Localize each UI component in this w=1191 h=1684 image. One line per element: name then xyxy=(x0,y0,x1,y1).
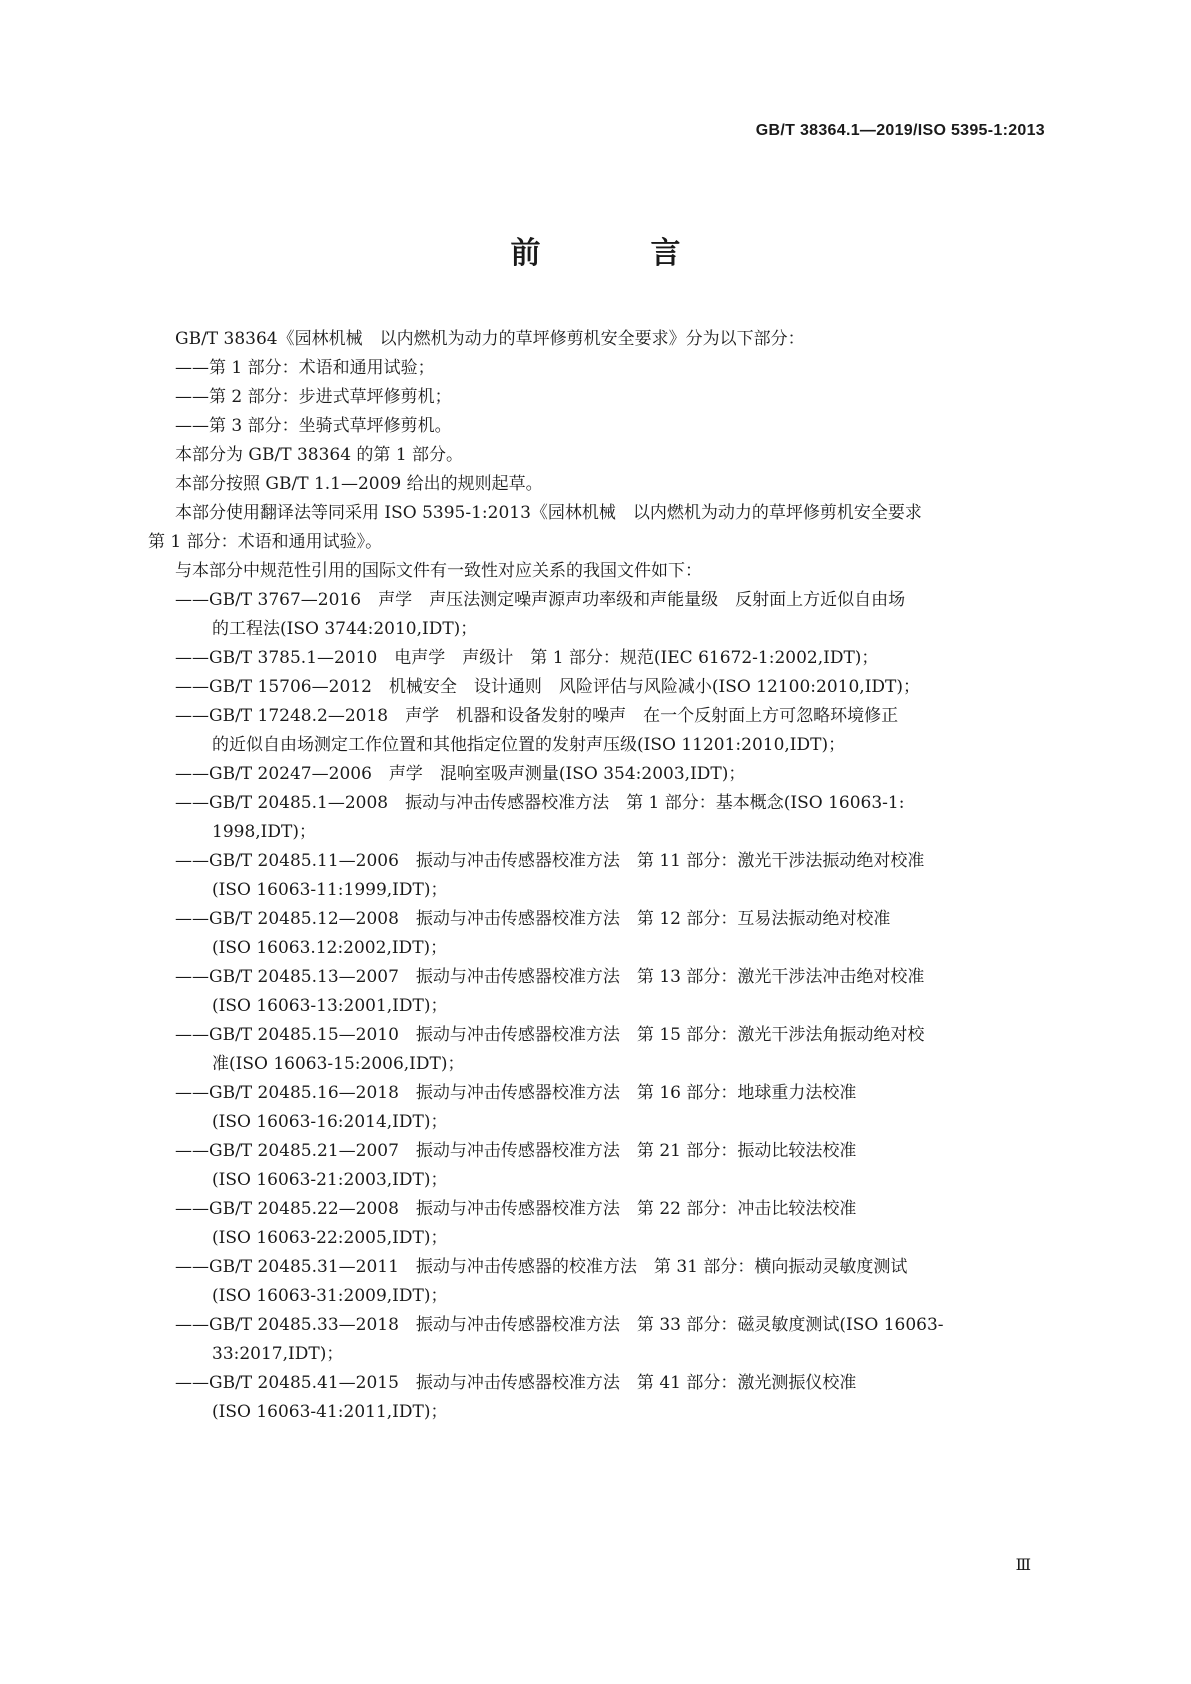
part-list-item: ——第 1 部分：术语和通用试验； xyxy=(175,358,435,378)
part-list-item: ——第 3 部分：坐骑式草坪修剪机。 xyxy=(175,416,452,436)
reference-item: ——GB/T 17248.2—2018 声学 机器和设备发射的噪声 在一个反射面上方可忽略环境修正 xyxy=(175,706,899,726)
reference-item: ——GB/T 20485.15—2010 振动与冲击传感器校准方法 第 15 部分：激光干涉法角振动绝对校 xyxy=(175,1025,925,1045)
reference-item-cont: 准(ISO 16063-15:2006,IDT)； xyxy=(212,1054,465,1074)
part-list-item: ——第 2 部分：步进式草坪修剪机； xyxy=(175,387,452,407)
page-number: Ⅲ xyxy=(1015,1555,1031,1574)
reference-item-cont: 的近似自由场测定工作位置和其他指定位置的发射声压级(ISO 11201:2010,IDT)； xyxy=(212,735,846,755)
reference-item: ——GB/T 20485.1—2008 振动与冲击传感器校准方法 第 1 部分：基本概念(ISO 16063-1: xyxy=(175,793,905,813)
paragraph-intro: GB/T 38364《园林机械 以内燃机为动力的草坪修剪机安全要求》分为以下部分： xyxy=(175,329,805,349)
reference-item-cont: 33:2017,IDT)； xyxy=(212,1344,344,1364)
paragraph-part-statement: 本部分为 GB/T 38364 的第 1 部分。 xyxy=(175,445,464,465)
paragraph-refs-intro: 与本部分中规范性引用的国际文件有一致性对应关系的我国文件如下： xyxy=(175,561,702,581)
reference-item: ——GB/T 15706—2012 机械安全 设计通则 风险评估与风险减小(ISO 12100:2010,IDT)； xyxy=(175,677,921,697)
reference-item: ——GB/T 20485.16—2018 振动与冲击传感器校准方法 第 16 部分：地球重力法校准 xyxy=(175,1083,857,1103)
reference-item: ——GB/T 20485.31—2011 振动与冲击传感器的校准方法 第 31 部分：横向振动灵敏度测试 xyxy=(175,1257,908,1277)
reference-item: ——GB/T 20485.41—2015 振动与冲击传感器校准方法 第 41 部分：激光测振仪校准 xyxy=(175,1373,857,1393)
standard-number-header: GB/T 38364.1—2019/ISO 5395-1:2013 xyxy=(755,122,1045,139)
paragraph-adoption: 本部分使用翻译法等同采用 ISO 5395-1:2013《园林机械 以内燃机为动力的草坪修剪机安全要求 xyxy=(175,503,922,523)
reference-item-cont: (ISO 16063-21:2003,IDT)； xyxy=(212,1170,448,1190)
page-title: 前 言 xyxy=(510,236,721,271)
reference-item-cont: (ISO 16063-22:2005,IDT)； xyxy=(212,1228,448,1248)
reference-item: ——GB/T 3785.1—2010 电声学 声级计 第 1 部分：规范(IEC 61672-1:2002,IDT)； xyxy=(175,648,879,668)
reference-item: ——GB/T 20485.21—2007 振动与冲击传感器校准方法 第 21 部分：振动比较法校准 xyxy=(175,1141,857,1161)
reference-item-cont: 的工程法(ISO 3744:2010,IDT)； xyxy=(212,619,478,639)
paragraph-adoption-cont: 第 1 部分：术语和通用试验》。 xyxy=(148,532,383,552)
reference-item-cont: (ISO 16063-41:2011,IDT)； xyxy=(212,1402,448,1422)
reference-item: ——GB/T 20485.12—2008 振动与冲击传感器校准方法 第 12 部分：互易法振动绝对校准 xyxy=(175,909,891,929)
reference-item: ——GB/T 20485.22—2008 振动与冲击传感器校准方法 第 22 部分：冲击比较法校准 xyxy=(175,1199,857,1219)
reference-item: ——GB/T 20485.33—2018 振动与冲击传感器校准方法 第 33 部分：磁灵敏度测试(ISO 16063- xyxy=(175,1315,944,1335)
reference-item: ——GB/T 3767—2016 声学 声压法测定噪声源声功率级和声能量级 反射面上方近似自由场 xyxy=(175,590,906,610)
reference-item-cont: (ISO 16063-16:2014,IDT)； xyxy=(212,1112,448,1132)
reference-item-cont: 1998,IDT)； xyxy=(212,822,316,842)
reference-item-cont: (ISO 16063-11:1999,IDT)； xyxy=(212,880,448,900)
reference-item: ——GB/T 20247—2006 声学 混响室吸声测量(ISO 354:2003,IDT)； xyxy=(175,764,746,784)
reference-item-cont: (ISO 16063-31:2009,IDT)； xyxy=(212,1286,448,1306)
paragraph-drafting-rules: 本部分按照 GB/T 1.1—2009 给出的规则起草。 xyxy=(175,474,543,494)
reference-item-cont: (ISO 16063-13:2001,IDT)； xyxy=(212,996,448,1016)
reference-item-cont: (ISO 16063.12:2002,IDT)； xyxy=(212,938,448,958)
reference-item: ——GB/T 20485.11—2006 振动与冲击传感器校准方法 第 11 部分：激光干涉法振动绝对校准 xyxy=(175,851,925,871)
reference-item: ——GB/T 20485.13—2007 振动与冲击传感器校准方法 第 13 部分：激光干涉法冲击绝对校准 xyxy=(175,967,925,987)
